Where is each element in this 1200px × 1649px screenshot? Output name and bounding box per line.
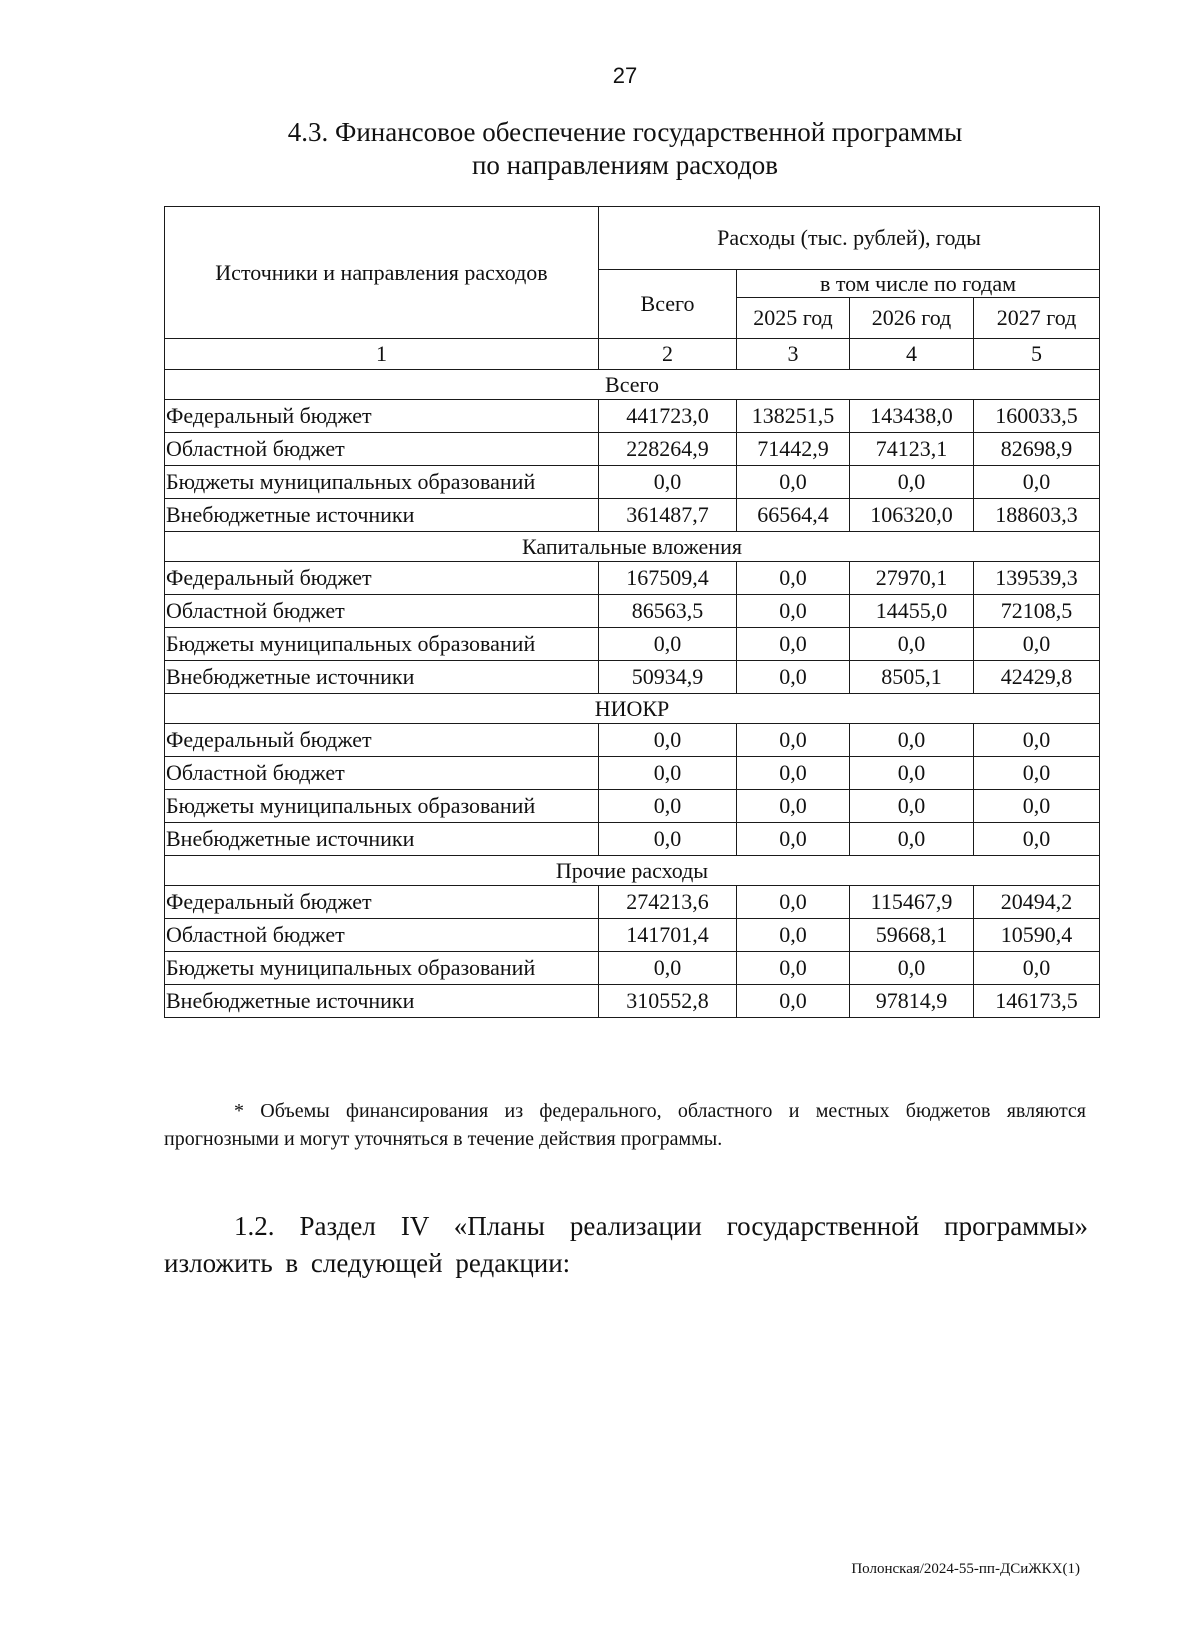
value-cell: 50934,9 [599, 661, 737, 694]
value-cell: 97814,9 [850, 985, 974, 1018]
value-cell: 14455,0 [850, 595, 974, 628]
section-title-cell: Капитальные вложения [165, 532, 1100, 562]
page-number: 27 [612, 63, 638, 88]
financing-table [164, 206, 1100, 1018]
table-row [165, 499, 1100, 532]
value-cell: 0,0 [850, 466, 974, 499]
value-cell: 0,0 [974, 466, 1100, 499]
row-label: Областной бюджет [165, 757, 599, 790]
table-row [165, 661, 1100, 694]
value-cell: 0,0 [599, 757, 737, 790]
value-cell: 0,0 [737, 886, 850, 919]
column-number: 5 [974, 339, 1100, 370]
section-header-row [165, 694, 1100, 724]
value-cell: 0,0 [974, 724, 1100, 757]
value-cell: 141701,4 [599, 919, 737, 952]
table-row [165, 400, 1100, 433]
value-cell: 74123,1 [850, 433, 974, 466]
value-cell: 167509,4 [599, 562, 737, 595]
column-number: 2 [599, 339, 737, 370]
table-row [165, 595, 1100, 628]
value-cell: 441723,0 [599, 400, 737, 433]
row-label: Федеральный бюджет [165, 886, 599, 919]
value-cell: 0,0 [599, 628, 737, 661]
value-cell: 0,0 [737, 952, 850, 985]
header-total: Всего [599, 270, 737, 339]
value-cell: 0,0 [737, 466, 850, 499]
table-row [165, 433, 1100, 466]
row-label: Федеральный бюджет [165, 562, 599, 595]
row-label: Бюджеты муниципальных образований [165, 628, 599, 661]
value-cell: 0,0 [850, 952, 974, 985]
value-cell: 106320,0 [850, 499, 974, 532]
column-number: 1 [165, 339, 599, 370]
section-title-cell: НИОКР [165, 694, 1100, 724]
amendment-instruction: 1.2. Раздел IV «Планы реализации государственной программы» изложить в следующей редакции: [164, 1211, 1088, 1278]
value-cell: 20494,2 [974, 886, 1100, 919]
value-cell: 0,0 [599, 952, 737, 985]
section-header-row [165, 856, 1100, 886]
value-cell: 0,0 [974, 823, 1100, 856]
value-cell: 0,0 [850, 724, 974, 757]
value-cell: 0,0 [850, 628, 974, 661]
value-cell: 59668,1 [850, 919, 974, 952]
value-cell: 115467,9 [850, 886, 974, 919]
value-cell: 27970,1 [850, 562, 974, 595]
value-cell: 139539,3 [974, 562, 1100, 595]
section-title-line-2: по направлениям расходов [471, 150, 778, 180]
value-cell: 8505,1 [850, 661, 974, 694]
table-row [165, 757, 1100, 790]
value-cell: 0,0 [737, 661, 850, 694]
header-sources: Источники и направления расходов [165, 207, 599, 339]
section-title-cell: Всего [165, 370, 1100, 400]
value-cell: 0,0 [737, 724, 850, 757]
section-title-line-1: 4.3. Финансовое обеспечение государственной программы [287, 117, 963, 147]
column-number: 3 [737, 339, 850, 370]
row-label: Федеральный бюджет [165, 724, 599, 757]
table-row [165, 886, 1100, 919]
value-cell: 0,0 [599, 790, 737, 823]
section-title-cell: Прочие расходы [165, 856, 1100, 886]
header-expenses: Расходы (тыс. рублей), годы [599, 207, 1100, 270]
row-label: Бюджеты муниципальных образований [165, 466, 599, 499]
value-cell: 0,0 [850, 823, 974, 856]
value-cell: 0,0 [737, 595, 850, 628]
table-row [165, 985, 1100, 1018]
row-label: Областной бюджет [165, 919, 599, 952]
value-cell: 310552,8 [599, 985, 737, 1018]
row-label: Бюджеты муниципальных образований [165, 790, 599, 823]
value-cell: 86563,5 [599, 595, 737, 628]
row-label: Внебюджетные источники [165, 985, 599, 1018]
table-row [165, 919, 1100, 952]
header-by-years: в том числе по годам [737, 270, 1100, 298]
value-cell: 0,0 [974, 757, 1100, 790]
value-cell: 0,0 [599, 466, 737, 499]
value-cell: 66564,4 [737, 499, 850, 532]
row-label: Внебюджетные источники [165, 499, 599, 532]
value-cell: 10590,4 [974, 919, 1100, 952]
row-label: Внебюджетные источники [165, 661, 599, 694]
table-row [165, 952, 1100, 985]
value-cell: 228264,9 [599, 433, 737, 466]
row-label: Бюджеты муниципальных образований [165, 952, 599, 985]
value-cell: 160033,5 [974, 400, 1100, 433]
header-year-2025: 2025 год [737, 298, 850, 339]
value-cell: 0,0 [737, 823, 850, 856]
table-row [165, 790, 1100, 823]
header-year-2027: 2027 год [974, 298, 1100, 339]
value-cell: 0,0 [974, 952, 1100, 985]
value-cell: 0,0 [974, 790, 1100, 823]
value-cell: 361487,7 [599, 499, 737, 532]
row-label: Областной бюджет [165, 433, 599, 466]
value-cell: 0,0 [974, 628, 1100, 661]
value-cell: 0,0 [850, 757, 974, 790]
value-cell: 71442,9 [737, 433, 850, 466]
value-cell: 146173,5 [974, 985, 1100, 1018]
value-cell: 143438,0 [850, 400, 974, 433]
value-cell: 0,0 [737, 757, 850, 790]
value-cell: 0,0 [850, 790, 974, 823]
section-header-row [165, 370, 1100, 400]
column-number: 4 [850, 339, 974, 370]
footnote: * Объемы финансирования из федерального, областного и местных бюджетов являются прогнозными и могут уточняться в течение действия программы. [164, 1100, 1086, 1150]
value-cell: 0,0 [737, 919, 850, 952]
row-label: Внебюджетные источники [165, 823, 599, 856]
table-row [165, 628, 1100, 661]
value-cell: 0,0 [737, 628, 850, 661]
document-code: Полонская/2024-55-пп-ДСиЖКХ(1) [851, 1561, 1080, 1577]
header-year-2026: 2026 год [850, 298, 974, 339]
column-numbers-row [165, 339, 1100, 370]
value-cell: 72108,5 [974, 595, 1100, 628]
table-row [165, 562, 1100, 595]
table-row [165, 466, 1100, 499]
section-title [0, 116, 1200, 182]
value-cell: 42429,8 [974, 661, 1100, 694]
value-cell: 274213,6 [599, 886, 737, 919]
value-cell: 0,0 [599, 724, 737, 757]
value-cell: 82698,9 [974, 433, 1100, 466]
value-cell: 0,0 [599, 823, 737, 856]
value-cell: 138251,5 [737, 400, 850, 433]
row-label: Федеральный бюджет [165, 400, 599, 433]
section-header-row [165, 532, 1100, 562]
table-row [165, 823, 1100, 856]
value-cell: 0,0 [737, 790, 850, 823]
row-label: Областной бюджет [165, 595, 599, 628]
value-cell: 188603,3 [974, 499, 1100, 532]
value-cell: 0,0 [737, 985, 850, 1018]
table-row [165, 724, 1100, 757]
value-cell: 0,0 [737, 562, 850, 595]
